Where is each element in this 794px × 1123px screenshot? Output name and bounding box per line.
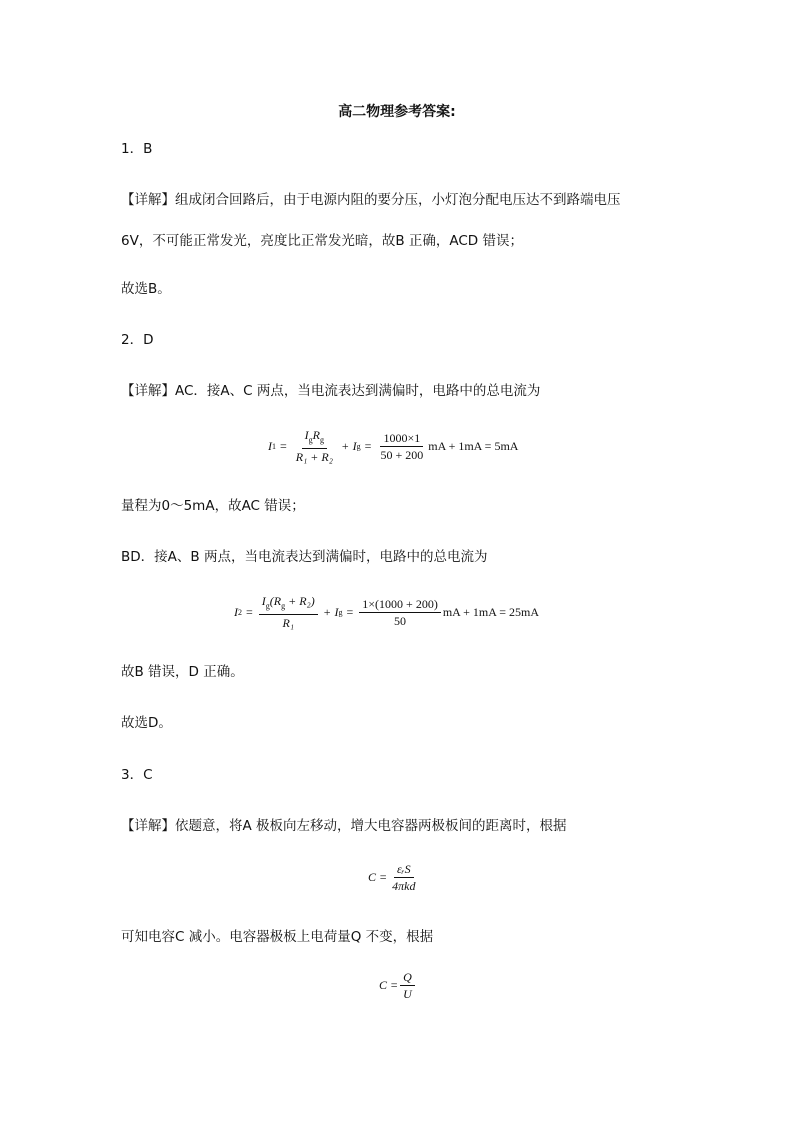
q2-detail-line2: 量程为0～5mA，故AC 错误； [121,498,305,514]
q1-detail-line2: 6V，不可能正常发光，亮度比正常发光暗，故B 正确，ACD 错误； [121,233,523,249]
q2-detail-line3: BD．接A、B 两点，当电流表达到满偏时，电路中的总电流为 [121,549,488,565]
q3-formula-1-lhs: C = [368,870,388,884]
q2-detail-line4: 故B 错误，D 正确。 [121,664,244,680]
q1-conclusion: 故选B。 [121,281,171,297]
q2-conclusion: 故选D。 [121,715,172,731]
q2-formula-1-lhs-sub: 1 [272,441,276,451]
q2-formula-1-lhs: I [268,438,272,453]
q2-formula-1: I 1 = $\frac{I_gR_g}{\text{R₁ + R₂}}$ + I g = $\frac{1000\times 1}{50 + 200}$ mA + 1mA = 5mA [268,428,519,465]
q2-formula-2-lhs: I [234,604,238,619]
q2-detail-line1: 【详解】AC．接A、C 两点，当电流表达到满偏时，电路中的总电流为 [121,383,541,399]
q2-formula-2-ig: I [334,604,339,619]
q3-formula-2-lhs: C = [379,978,399,992]
q2-formula-1-numeric-fraction: $\frac{1000\times 1}{50 + 200}$ [380,430,424,462]
q2-formula-2-fraction: $\frac{I_g(R_g + R_2)}{\text{R₁}}$ [259,594,318,630]
q2-formula-2-numeric-fraction: $\frac{1\times(1000 + 200)}{50}$ [359,597,441,628]
q3-formula-2-fraction: $\frac{Q}{U}$ [400,970,415,1001]
q2-formula-1-result: mA + 1mA = 5mA [428,438,519,453]
q3-detail-line2: 可知电容C 减小。电容器极板上电荷量Q 不变，根据 [121,929,434,945]
q2-formula-1-fraction: $\frac{I_gR_g}{\text{R₁ + R₂}}$ [295,428,333,465]
q3-detail-line1: 【详解】依题意，将A 极板向左移动，增大电容器两极板间的距离时，根据 [121,818,567,834]
q2-formula-2: I 2 = $\frac{I_g(R_g + R_2)}{\text{R₁}}$ + I g = $\frac{1\times(1000 + 200)}{50}$ mA + 1mA = 25mA [234,594,540,631]
q1-detail-line1: 【详解】组成闭合回路后，由于电源内阻的要分压，小灯泡分配电压达不到路端电压 [121,192,621,208]
q3-formula-1 [368,862,420,893]
q2-number: 2．D [121,332,154,348]
q2-formula-1-ig: I [352,438,357,453]
q3-formula-1-fraction: $\frac{\text{εᵣS}}{\text{4πkd}}$ [392,862,416,893]
page-title: 高二物理参考答案: [338,104,456,120]
q3-number: 3．C [121,767,153,783]
q3-formula-2 [379,970,417,1001]
q2-formula-2-result: mA + 1mA = 25mA [442,604,540,619]
q1-number: 1．B [121,141,153,157]
